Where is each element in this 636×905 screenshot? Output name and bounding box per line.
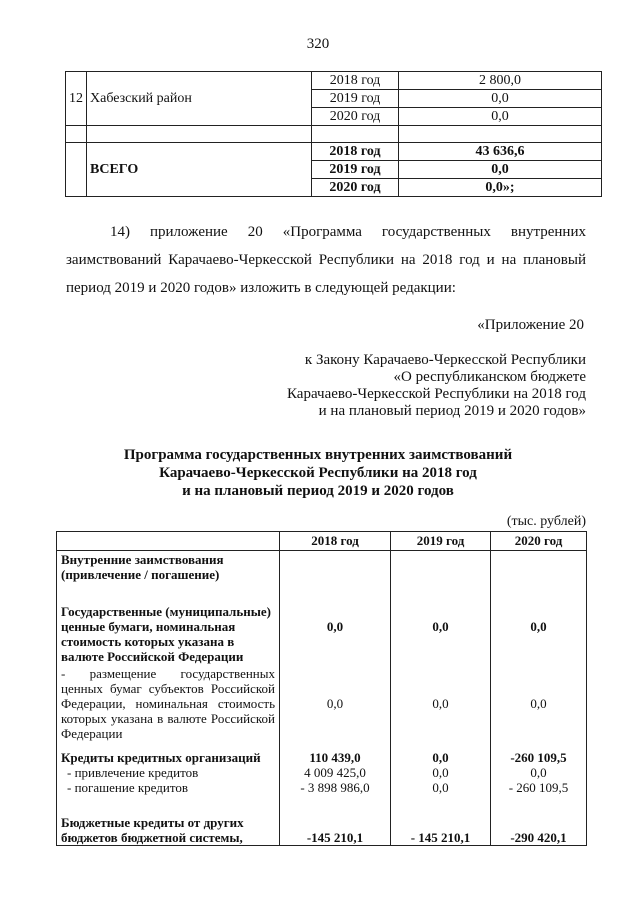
- program-title-line: Карачаево-Черкесской Республики на 2018 год: [159, 465, 477, 481]
- program-title-line: Программа государственных внутренних заимствований: [123, 447, 513, 463]
- program-title-line: и на плановый период 2019 и 2020 годов: [182, 483, 454, 499]
- section-header: Внутренние заимствования (привлечение / погашение): [57, 551, 280, 593]
- row-label: Кредиты кредитных организаций: [57, 742, 280, 765]
- value-cell: 0,0: [491, 666, 587, 742]
- column-header: 2019 год: [391, 532, 491, 551]
- law-reference-line: к Закону Карачаево-Черкесской Республики: [304, 352, 586, 368]
- program-title: [0, 446, 636, 500]
- amendment-paragraph: [66, 218, 586, 302]
- table-row: [57, 765, 587, 780]
- paragraph-line: заимствований Карачаево-Черкесской Республики на 2018 год и на плановый: [66, 252, 586, 268]
- value-cell: 0,0: [399, 108, 602, 126]
- table-row: [57, 551, 587, 593]
- column-header: [57, 532, 280, 551]
- column-header: 2018 год: [280, 532, 391, 551]
- value-cell: 0,0: [391, 765, 491, 780]
- year-cell: 2019 год: [312, 161, 399, 179]
- value-cell: 2 800,0: [399, 72, 602, 90]
- table-row-empty: [66, 126, 602, 143]
- value-cell: 43 636,6: [399, 143, 602, 161]
- page-number: 320: [306, 36, 330, 52]
- table-row: [57, 795, 587, 846]
- district-totals-table: [65, 71, 602, 197]
- value-cell: - 3 898 986,0: [280, 780, 391, 795]
- value-cell: 0,0: [391, 780, 491, 795]
- value-cell: 0,0: [399, 161, 602, 179]
- law-reference: [287, 352, 586, 420]
- table-header-row: [57, 532, 587, 551]
- table-row: [57, 742, 587, 765]
- district-name: Хабезский район: [87, 72, 312, 126]
- value-cell: 0,0»;: [399, 179, 602, 197]
- law-reference-line: и на плановый период 2019 и 2020 годов»: [318, 403, 586, 419]
- row-number: 12: [66, 72, 87, 126]
- value-cell: 110 439,0: [280, 742, 391, 765]
- row-label: - размещение государственных ценных бумаг субъектов Российской Федерации, номинальная стоимость которых указана в валюте Российской Федерации: [57, 666, 280, 742]
- borrowing-program-table: [56, 531, 587, 846]
- value-cell: 0,0: [280, 592, 391, 666]
- value-cell: 0,0: [391, 742, 491, 765]
- year-cell: 2019 год: [312, 90, 399, 108]
- law-reference-line: Карачаево-Черкесской Республики на 2018 год: [287, 386, 586, 402]
- unit-label: (тыс. рублей): [506, 514, 586, 529]
- year-cell: 2020 год: [312, 108, 399, 126]
- row-label: - привлечение кредитов: [57, 765, 280, 780]
- value-cell: - 145 210,1: [391, 795, 491, 846]
- appendix-title: «Приложение 20: [477, 317, 584, 333]
- table-row: [66, 72, 602, 90]
- value-cell: 0,0: [399, 90, 602, 108]
- value-cell: 0,0: [491, 765, 587, 780]
- paragraph-line: 14) приложение 20 «Программа государственных внутренних: [110, 224, 586, 240]
- value-cell: 0,0: [280, 666, 391, 742]
- row-number: [66, 143, 87, 197]
- row-label: Бюджетные кредиты от других бюджетов бюджетной системы,: [57, 795, 280, 846]
- value-cell: 0,0: [491, 592, 587, 666]
- value-cell: -145 210,1: [280, 795, 391, 846]
- row-label: - погашение кредитов: [57, 780, 280, 795]
- year-cell: 2018 год: [312, 143, 399, 161]
- table-row: [57, 592, 587, 666]
- year-cell: 2018 год: [312, 72, 399, 90]
- table-row: [57, 780, 587, 795]
- value-cell: -260 109,5: [491, 742, 587, 765]
- table-row: [57, 666, 587, 742]
- table-row: [66, 143, 602, 161]
- total-label: ВСЕГО: [87, 143, 312, 197]
- law-reference-line: «О республиканском бюджете: [393, 369, 586, 385]
- value-cell: 4 009 425,0: [280, 765, 391, 780]
- column-header: 2020 год: [491, 532, 587, 551]
- value-cell: - 260 109,5: [491, 780, 587, 795]
- value-cell: 0,0: [391, 592, 491, 666]
- paragraph-line: период 2019 и 2020 годов» изложить в следующей редакции:: [66, 280, 456, 296]
- row-label: Государственные (муниципальные) ценные бумаги, номинальная стоимость которых указана в валюте Российской Федерации: [57, 592, 280, 666]
- year-cell: 2020 год: [312, 179, 399, 197]
- value-cell: 0,0: [391, 666, 491, 742]
- value-cell: -290 420,1: [491, 795, 587, 846]
